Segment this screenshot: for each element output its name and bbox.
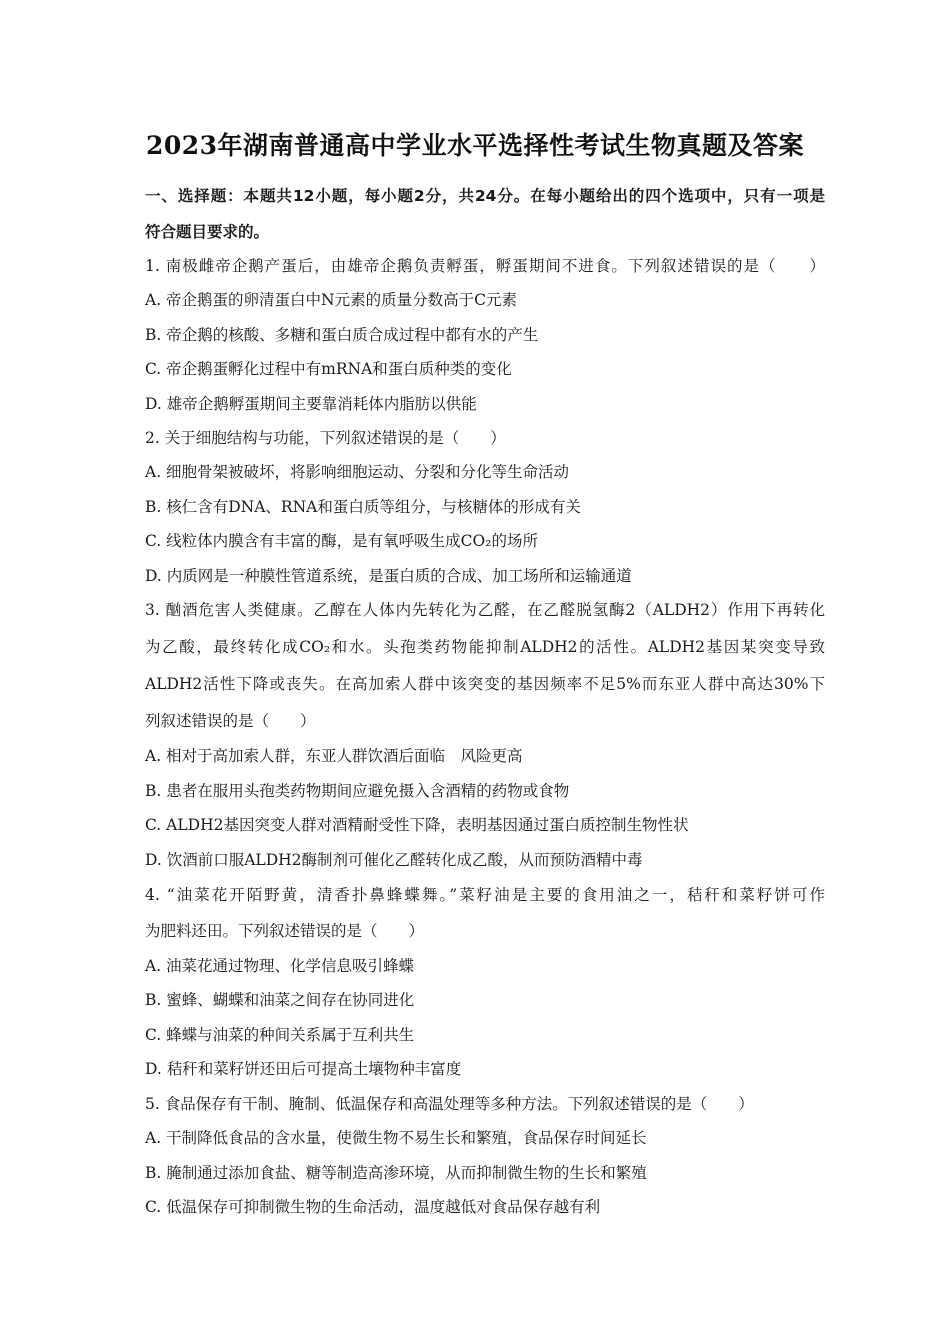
question-1-stem: 1. 南极雌帝企鹅产蛋后，由雄帝企鹅负责孵蛋，孵蛋期间不进食。下列叙述错误的是（ ） [145,257,825,275]
question-1-option-d: D. 雄帝企鹅孵蛋期间主要靠消耗体内脂肪以供能 [145,395,477,413]
question-3-stem-line-3: ALDH2活性下降或丧失。在高加索人群中该突变的基因频率不足5%而东亚人群中高达30%下 [145,675,825,693]
page-title: 2023年湖南普通高中学业水平选择性考试生物真题及答案 [145,131,805,160]
question-4-stem-line-2: 为肥料还田。下列叙述错误的是（ ） [145,922,425,940]
question-4-option-b: B. 蜜蜂、蝴蝶和油菜之间存在协同进化 [145,991,415,1009]
question-3-option-d: D. 饮酒前口服ALDH2酶制剂可催化乙醛转化成乙酸，从而预防酒精中毒 [145,851,643,869]
question-5-option-c: C. 低温保存可抑制微生物的生命活动，温度越低对食品保存越有利 [145,1198,601,1216]
question-4-option-a: A. 油菜花通过物理、化学信息吸引蜂蝶 [145,957,415,975]
question-2-option-c: C. 线粒体内膜含有丰富的酶，是有氧呼吸生成CO₂的场所 [145,532,538,550]
question-2-option-d: D. 内质网是一种膜性管道系统，是蛋白质的合成、加工场所和运输通道 [145,567,632,585]
question-3-option-c: C. ALDH2基因突变人群对酒精耐受性下降，表明基因通过蛋白质控制生物性状 [145,816,689,834]
question-2-stem: 2. 关于细胞结构与功能，下列叙述错误的是（ ） [145,429,506,447]
question-4-stem-line-1: 4. “油菜花开陌野黄，清香扑鼻蜂蝶舞。”菜籽油是主要的食用油之一，秸秆和菜籽饼可作 [145,886,825,904]
question-2-option-a: A. 细胞骨架被破坏，将影响细胞运动、分裂和分化等生命活动 [145,463,570,481]
question-3-option-b: B. 患者在服用头孢类药物期间应避免摄入含酒精的药物或食物 [145,782,570,800]
section-header-line-2: 符合题目要求的。 [145,223,270,241]
question-5-option-a: A. 干制降低食品的含水量，使微生物不易生长和繁殖，食品保存时间延长 [145,1129,647,1147]
question-3-stem-line-1: 3. 酗酒危害人类健康。乙醇在人体内先转化为乙醛，在乙醛脱氢酶2（ALDH2）作用下再转化 [145,601,825,619]
section-header-line-1: 一、选择题：本题共12小题，每小题2分，共24分。在每小题给出的四个选项中，只有一项是 [145,187,825,205]
question-1-option-b: B. 帝企鹅的核酸、多糖和蛋白质合成过程中都有水的产生 [145,326,539,344]
question-3-stem-line-2: 为乙酸，最终转化成CO₂和水。头孢类药物能抑制ALDH2的活性。ALDH2基因某突变导致 [145,638,825,656]
question-2-option-b: B. 核仁含有DNA、RNA和蛋白质等组分，与核糖体的形成有关 [145,498,581,516]
question-5-stem: 5. 食品保存有干制、腌制、低温保存和高温处理等多种方法。下列叙述错误的是（ ） [145,1095,754,1113]
question-5-option-b: B. 腌制通过添加食盐、糖等制造高渗环境，从而抑制微生物的生长和繁殖 [145,1164,647,1182]
question-1-option-a: A. 帝企鹅蛋的卵清蛋白中N元素的质量分数高于C元素 [145,291,517,309]
question-3-option-a: A. 相对于高加索人群，东亚人群饮酒后面临 风险更高 [145,747,523,765]
question-3-stem-line-4: 列叙述错误的是（ ） [145,712,316,730]
question-1-option-c: C. 帝企鹅蛋孵化过程中有mRNA和蛋白质种类的变化 [145,360,512,378]
question-4-option-d: D. 秸秆和菜籽饼还田后可提高土壤物种丰富度 [145,1060,462,1078]
question-4-option-c: C. 蜂蝶与油菜的种间关系属于互利共生 [145,1026,415,1044]
